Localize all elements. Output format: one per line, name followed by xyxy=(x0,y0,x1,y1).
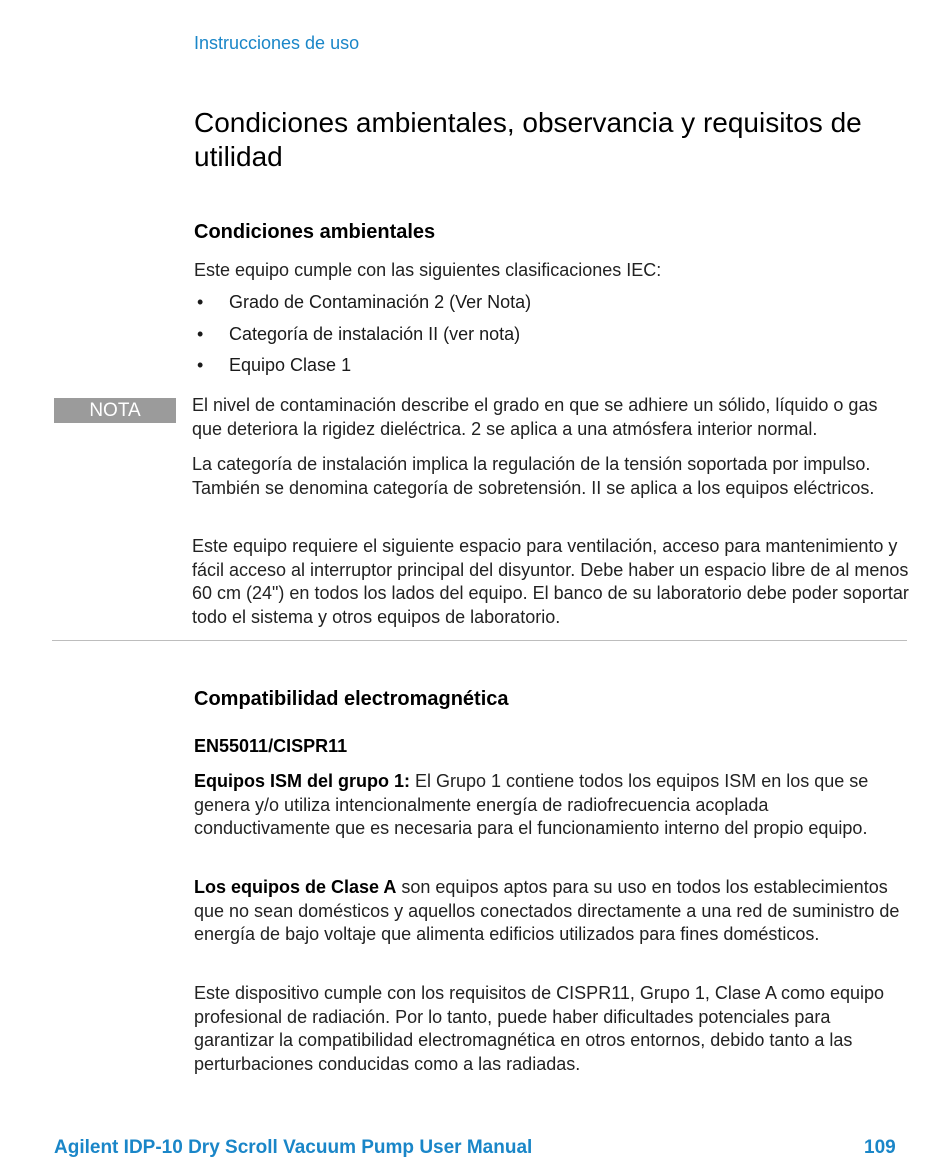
env-intro: Este equipo cumple con las siguientes clasificaciones IEC: xyxy=(194,260,662,280)
env-bullet-list xyxy=(194,290,894,385)
bullet-icon: • xyxy=(197,323,204,344)
env-heading: Condiciones ambientales xyxy=(194,221,436,243)
page-title: Condiciones ambientales, observancia y requisitos de utilidad xyxy=(194,107,862,172)
section-header-link[interactable]: Instrucciones de uso xyxy=(194,33,360,53)
list-item-text: Grado de Contaminación 2 (Ver Nota) xyxy=(229,292,532,312)
page-number: 109 xyxy=(864,1137,896,1158)
emc-class-a-term: Los equipos de Clase A xyxy=(194,877,397,897)
emc-paragraph-group1 xyxy=(194,770,909,841)
list-item xyxy=(194,353,894,385)
emc-paragraph-class-a xyxy=(194,876,909,947)
list-item xyxy=(194,322,894,354)
emc-paragraph-compliance: Este dispositivo cumple con los requisitos de CISPR11, Grupo 1, Clase A como equipo profesional de radiación. Por lo tanto, puede haber dificultades potenciales para garantizar la compatibilidad electromagnética en otros entornos, debido tanto a las perturbaciones conducidas como a las radiadas. xyxy=(194,983,885,1074)
list-item xyxy=(194,290,894,322)
bullet-icon: • xyxy=(197,292,204,312)
emc-heading: Compatibilidad electromagnética xyxy=(194,688,509,710)
emc-subheading: EN55011/CISPR11 xyxy=(194,736,348,756)
note-paragraph-installation: La categoría de instalación implica la regulación de la tensión soportada por impulso. También se denomina categoría de sobretensión. II se aplica a los equipos eléctricos. xyxy=(192,454,875,498)
list-item-text: Categoría de instalación II (ver nota) xyxy=(229,323,521,344)
section-divider xyxy=(52,640,907,641)
footer-manual-title: Agilent IDP-10 Dry Scroll Vacuum Pump User Manual xyxy=(54,1137,533,1158)
emc-class-a-text: son equipos aptos para su uso en todos los establecimientos que no sean domésticos y aquellos conectados directamente a una red de suministro de energía de bajo voltaje que alimenta edificios utilizados para fines domésticos. xyxy=(194,877,900,944)
emc-group1-text: El Grupo 1 contiene todos los equipos ISM en los que se genera y/o utiliza intencionalmente energía de radiofrecuencia acoplada conductivamente que es necesaria para el funcionamiento interno del propio equipo. xyxy=(194,771,869,838)
note-paragraph-pollution: El nivel de contaminación describe el grado en que se adhiere un sólido, líquido o gas que deteriora la rigidez dieléctrica. 2 se aplica a una atmósfera interior normal. xyxy=(192,395,878,439)
list-item-text: Equipo Clase 1 xyxy=(229,355,352,375)
note-paragraph-clearance: Este equipo requiere el siguiente espacio para ventilación, acceso para mantenimiento y fácil acceso al interruptor principal del disyuntor. Debe haber un espacio libre de al menos 60 cm (24") en todos los lados del equipo. El banco de su laboratorio debe poder soportar todo el sistema y otros equipos de laboratorio. xyxy=(192,536,909,627)
note-badge: NOTA xyxy=(54,398,176,423)
bullet-icon: • xyxy=(197,355,204,375)
emc-group1-term: Equipos ISM del grupo 1: xyxy=(194,771,410,791)
